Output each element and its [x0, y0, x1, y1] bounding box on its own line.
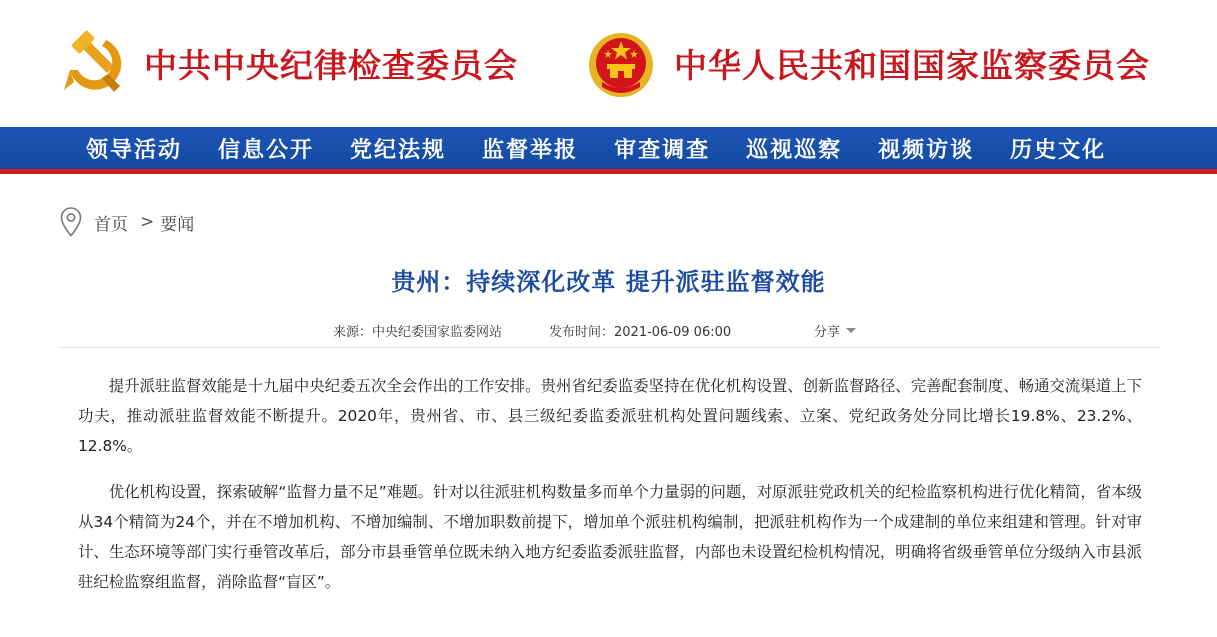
nav-item-leadership[interactable]: 领导活动 [86, 136, 183, 163]
ccdi-title: 中共中央纪律检查委员会 [144, 45, 518, 85]
breadcrumb-current[interactable]: 要闻 [160, 214, 195, 235]
article-publish-time: 发布时间：2021-06-09 06:00 [549, 325, 732, 340]
article-paragraph: 优化机构设置，探索破解“监督力量不足”难题。针对以往派驻机构数量多而单个力量弱的问题，对原派驻党政机关的纪检监察机构进行优化精简，省本级从34个精简为24个，并在不增加机构、不增加编制、不增加职数前提下，增加单个派驻机构编制，把派驻机构作为一个成建制的单位来组建和管理。针对审计、生态环境等部门实行垂管改革后，部分市县垂管单位既未纳入地方纪委监委派驻监督，内部也未设置纪检机构情况，明确将省级垂管单位分级纳入市县派驻纪检监察组监督，消除监督“盲区”。 [78, 483, 1142, 591]
article-meta [0, 321, 1217, 339]
nav-item-information[interactable]: 信息公开 [218, 136, 315, 163]
share-label: 分享 [814, 325, 841, 340]
nsc-brand[interactable] [588, 30, 1150, 100]
article-paragraph: 提升派驻监督效能是十九届中央纪委五次全会作出的工作安排。贵州省纪委监委坚持在优化机构设置、创新监督路径、完善配套制度、畅通交流渠道上下功夫，推动派驻监督效能不断提升。2020年，贵州省、市、县三级纪委监委派驻机构处置问题线索、立案、党纪政务处分同比增长19.8%、23.2%、12.8%。 [78, 377, 1142, 455]
site-header [0, 0, 1217, 127]
national-emblem-icon [588, 30, 654, 100]
party-emblem-icon [62, 30, 128, 100]
share-button[interactable] [814, 321, 856, 340]
caret-down-icon [846, 328, 856, 333]
nav-item-report[interactable]: 监督举报 [482, 136, 579, 163]
breadcrumb-home[interactable]: 首页 [94, 214, 128, 235]
article-title: 贵州：持续深化改革 提升派驻监督效能 [391, 268, 826, 296]
article-content [78, 371, 1142, 613]
nav-item-video[interactable]: 视频访谈 [878, 136, 975, 163]
nav-item-inspection[interactable]: 巡视巡察 [746, 136, 843, 163]
main-nav [0, 127, 1217, 174]
breadcrumb-separator: > [140, 212, 155, 232]
nav-item-history[interactable]: 历史文化 [1010, 136, 1107, 163]
meta-divider [60, 347, 1160, 348]
nsc-title: 中华人民共和国国家监察委员会 [674, 45, 1150, 85]
location-pin-icon [60, 207, 82, 237]
breadcrumb [60, 207, 194, 237]
article-source: 来源：中央纪委国家监委网站 [333, 325, 503, 340]
ccdi-brand[interactable] [62, 30, 518, 100]
nav-item-regulations[interactable]: 党纪法规 [350, 136, 447, 163]
nav-item-investigation[interactable]: 审查调查 [614, 136, 711, 163]
